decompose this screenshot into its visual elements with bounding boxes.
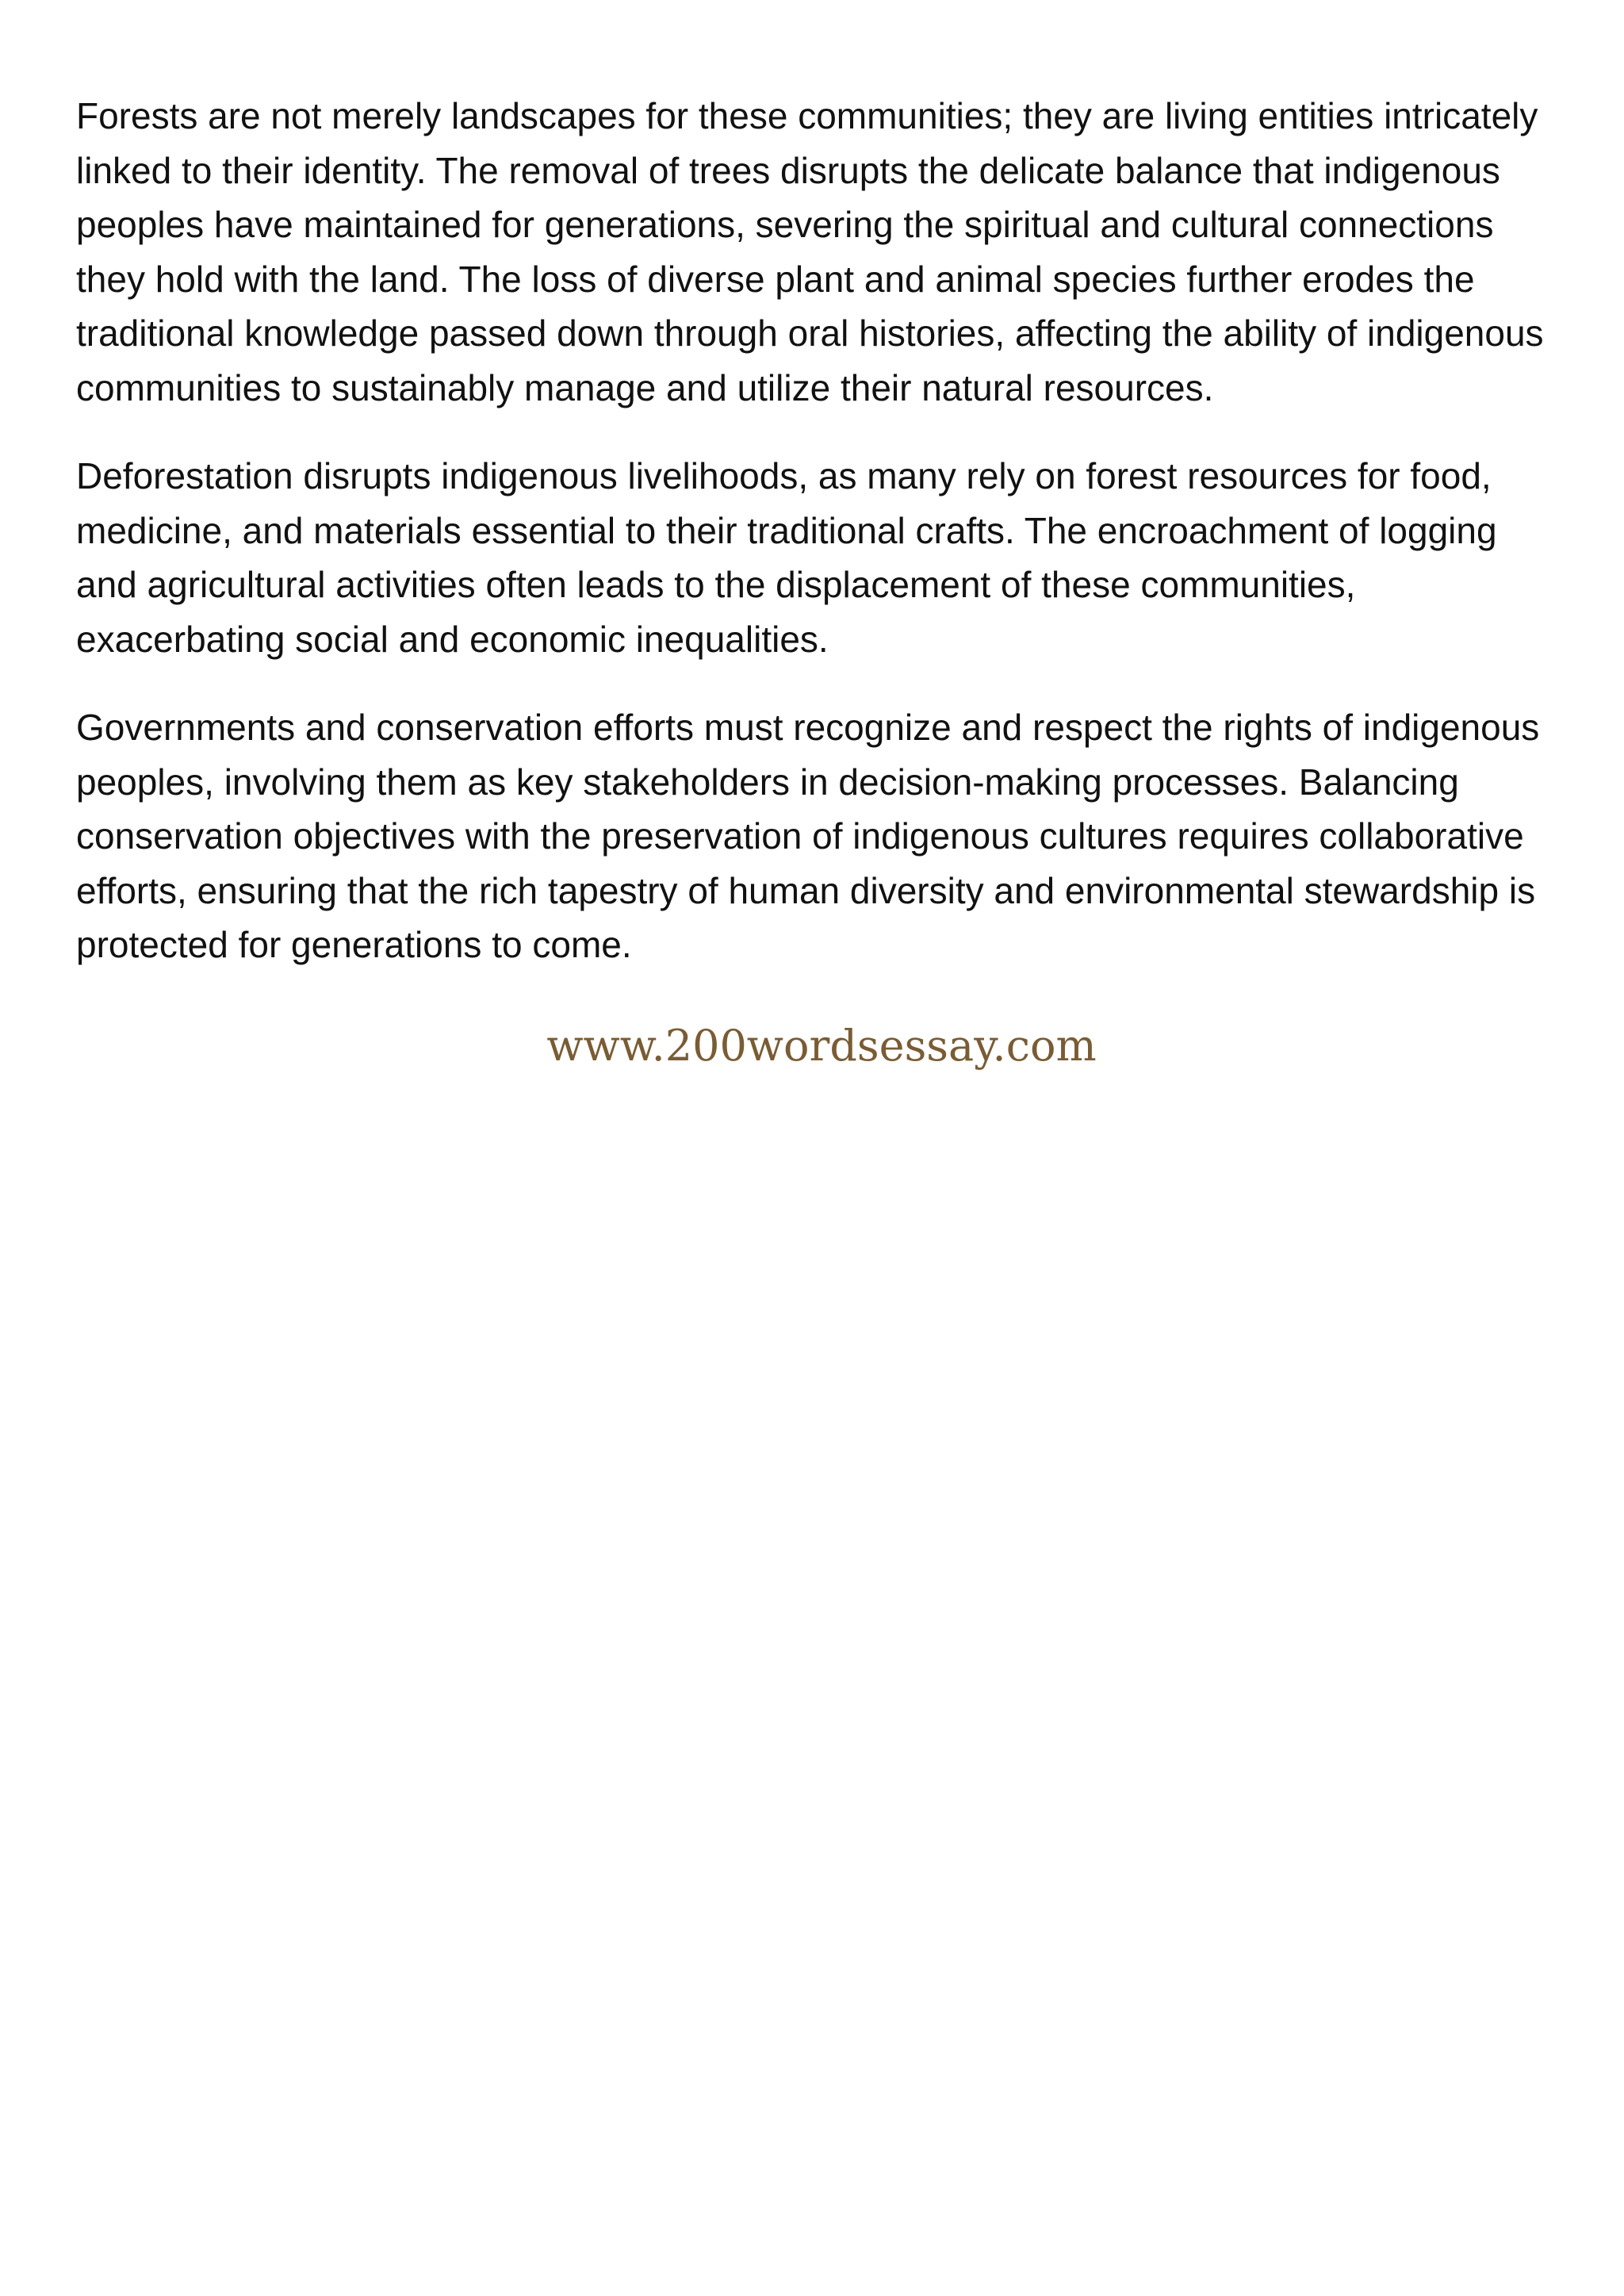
essay-paragraph-3: Governments and conservation efforts must recognize and respect the rights of indigenous peoples, involving them as key stakeholders in decision-making processes. Balancing conservation objectives with the preservation of indigenous cultures requires collaborative efforts, ensuring that the rich tapestry of human diversity and environmental stewardship is protected for generations to come. (76, 707, 1540, 965)
essay-paragraph-1: Forests are not merely landscapes for these communities; they are living entities intricately linked to their identity. The removal of trees disrupts the delicate balance that indigenous peoples have maintained for generations, severing the spiritual and cultural connections they hold with the land. The loss of diverse plant and animal species further erodes the traditional knowledge passed down through oral histories, affecting the ability of indigenous communities to sustainably manage and utilize their natural resources. (76, 95, 1544, 408)
essay-page (76, 89, 1567, 1074)
essay-paragraph-2: Deforestation disrupts indigenous livelihoods, as many rely on forest resources for food, medicine, and materials essential to their traditional crafts. The encroachment of logging and agricultural activities often leads to the displacement of these communities, exacerbating social and economic inequalities. (76, 455, 1497, 660)
website-link[interactable]: www.200wordsessay.com (546, 1020, 1097, 1071)
